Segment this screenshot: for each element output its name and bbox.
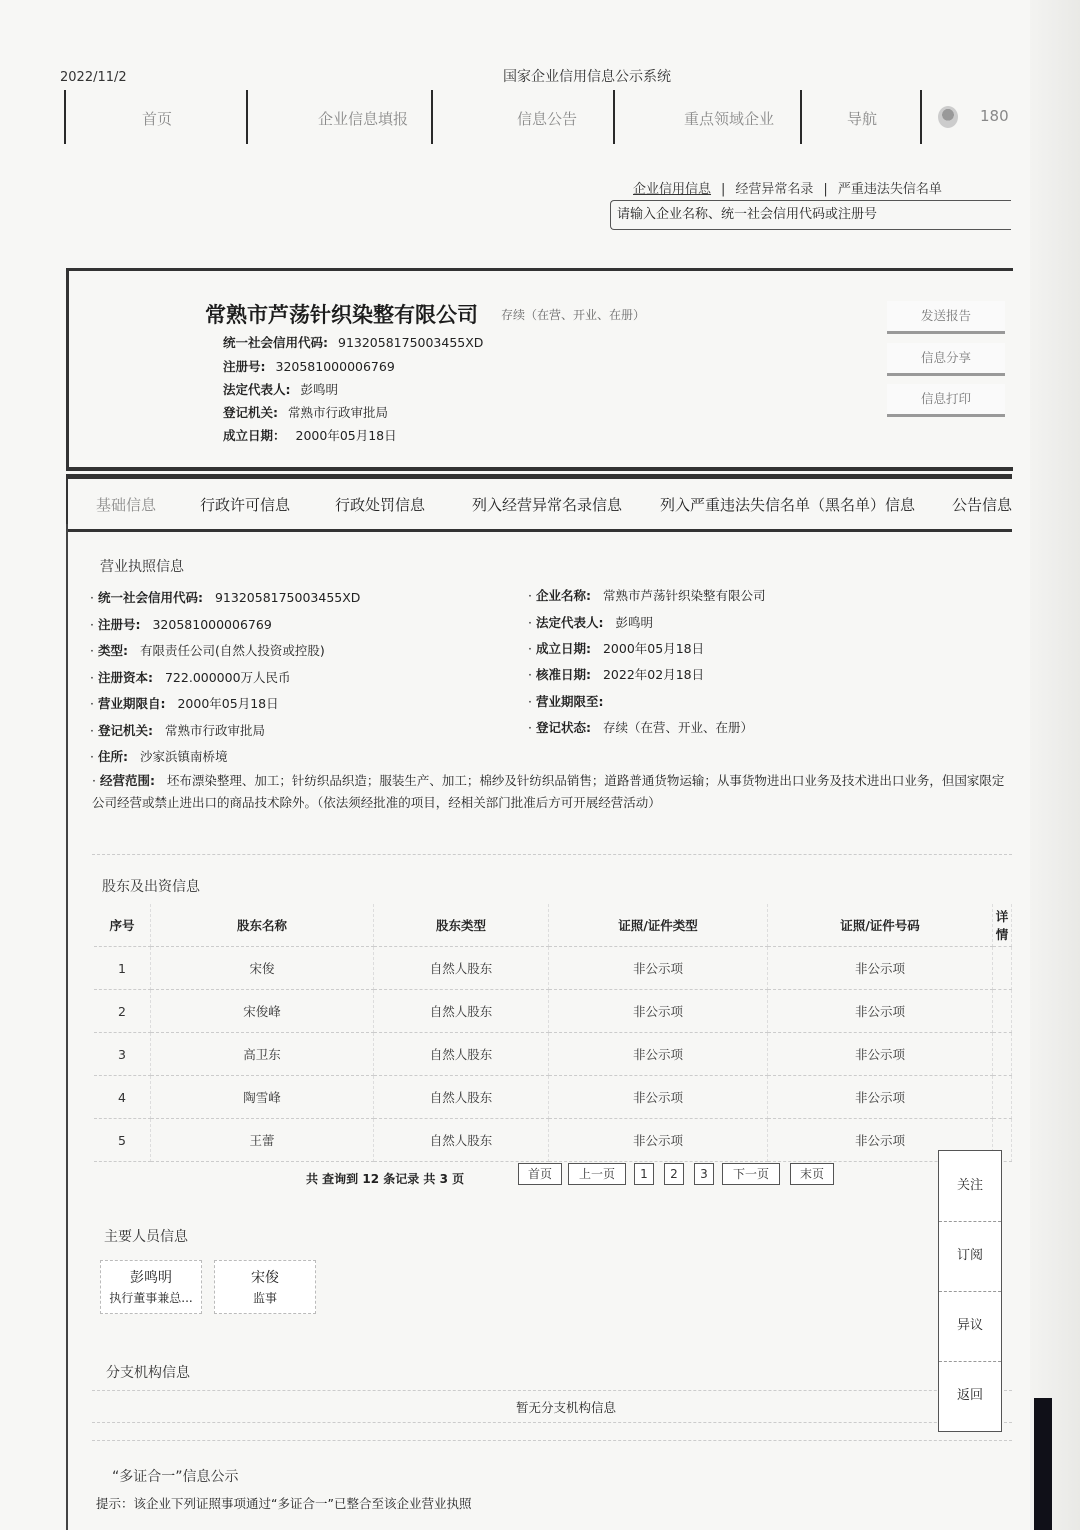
tab-abnormal-list[interactable]: 列入经营异常名录信息 xyxy=(472,496,623,514)
divider xyxy=(92,1390,1012,1391)
column-header: 股东类型 xyxy=(374,904,549,947)
cell-cert-number: 非公示项 xyxy=(768,1033,993,1076)
page-2-button[interactable]: 2 xyxy=(664,1163,684,1185)
link-blacklist[interactable]: 严重违法失信名单 xyxy=(837,182,942,197)
field-value: 320581000006769 xyxy=(152,617,272,632)
company-status: 存续（在营、开业、在册） xyxy=(501,308,646,322)
license-field xyxy=(90,747,228,765)
license-field xyxy=(528,718,753,736)
cell-type: 自然人股东 xyxy=(374,1119,549,1162)
link-credit-info[interactable]: 企业信用信息 xyxy=(633,182,712,197)
nav-key-sectors[interactable]: 重点领域企业 xyxy=(684,110,775,128)
company-name: 常熟市芦荡针织染整有限公司 xyxy=(205,303,478,327)
bullet: · xyxy=(528,615,532,630)
table-row xyxy=(94,1076,1012,1119)
field-value: 存续（在营、开业、在册） xyxy=(602,720,753,735)
license-field xyxy=(528,692,615,710)
divider xyxy=(92,1440,1012,1441)
user-number[interactable]: 180 xyxy=(980,107,1009,125)
bullet: · xyxy=(90,590,94,605)
page-last-button[interactable]: 末页 xyxy=(790,1163,834,1185)
field-value: 有限责任公司(自然人投资或控股) xyxy=(139,643,325,658)
nav-divider xyxy=(246,90,248,144)
floating-action-bar xyxy=(938,1150,1002,1432)
user-avatar-icon[interactable] xyxy=(938,106,958,128)
license-section-title: 营业执照信息 xyxy=(100,559,184,575)
link-abnormal-list[interactable]: 经营异常名录 xyxy=(735,182,814,197)
license-field xyxy=(90,694,279,712)
table-header-row xyxy=(94,904,1012,947)
field-value: 9132058175003455XD xyxy=(214,590,361,605)
tab-basic-info[interactable]: 基础信息 xyxy=(96,496,157,514)
field-value: 沙家浜镇南桥境 xyxy=(139,749,228,764)
field-label: 核准日期: xyxy=(535,667,591,682)
nav-home[interactable]: 首页 xyxy=(142,110,173,128)
scan-right-edge xyxy=(1030,0,1080,1530)
bullet: · xyxy=(90,723,94,738)
field-label: 注册资本: xyxy=(97,670,153,685)
person-name: 彭鸣明 xyxy=(130,1270,172,1286)
cell-details[interactable] xyxy=(993,1076,1012,1119)
header-founding-date xyxy=(223,426,397,444)
bullet: · xyxy=(528,667,532,682)
cell-index: 4 xyxy=(94,1076,151,1119)
cell-index: 1 xyxy=(94,947,151,990)
divider xyxy=(92,854,1012,855)
license-field xyxy=(90,641,325,659)
bullet: · xyxy=(528,720,532,735)
nav-divider xyxy=(920,90,922,144)
field-value: 320581000006769 xyxy=(275,359,395,374)
follow-button[interactable]: 关注 xyxy=(939,1151,1001,1222)
cell-name: 陶雪峰 xyxy=(151,1076,374,1119)
license-field xyxy=(528,613,653,631)
field-label: 营业期限至: xyxy=(535,694,604,709)
license-field xyxy=(90,668,291,686)
person-role: 监事 xyxy=(252,1291,277,1305)
person-card[interactable] xyxy=(100,1260,202,1314)
column-header: 证照/证件类型 xyxy=(549,904,768,947)
cell-type: 自然人股东 xyxy=(374,1033,549,1076)
header-credit-code xyxy=(223,333,483,351)
send-report-button[interactable]: 发送报告 xyxy=(887,301,1005,334)
nav-enterprise-report[interactable]: 企业信息填报 xyxy=(318,110,409,128)
field-label: 经营范围: xyxy=(99,773,155,788)
field-value: 2022年02月18日 xyxy=(602,667,705,682)
pagination xyxy=(68,1160,1012,1190)
cell-cert-type: 非公示项 xyxy=(549,990,768,1033)
scan-dark-edge xyxy=(1034,1398,1052,1530)
cell-name: 王蕾 xyxy=(151,1119,374,1162)
field-value: 9132058175003455XD xyxy=(338,335,484,350)
license-field xyxy=(90,615,272,633)
bullet: · xyxy=(90,643,94,658)
cell-type: 自然人股东 xyxy=(374,990,549,1033)
field-value: 常熟市行政审批局 xyxy=(164,723,265,738)
cell-cert-type: 非公示项 xyxy=(549,947,768,990)
cell-details[interactable] xyxy=(993,1033,1012,1076)
search-box xyxy=(610,200,1011,230)
field-label: 法定代表人: xyxy=(535,615,604,630)
column-header: 序号 xyxy=(94,904,151,947)
field-value: 722.000000万人民币 xyxy=(164,670,291,685)
cell-cert-number: 非公示项 xyxy=(768,1076,993,1119)
top-navigation xyxy=(62,90,1022,146)
bullet: · xyxy=(528,641,532,656)
field-label: 住所: xyxy=(97,749,128,764)
print-date: 2022/11/2 xyxy=(60,70,127,85)
field-label: 成立日期: xyxy=(535,641,591,656)
cell-cert-type: 非公示项 xyxy=(549,1076,768,1119)
field-label: 登记机关: xyxy=(223,405,278,420)
tab-admin-license[interactable]: 行政许可信息 xyxy=(200,496,291,514)
license-field xyxy=(528,639,704,657)
subscribe-button[interactable]: 订阅 xyxy=(939,1221,1001,1292)
system-title: 国家企业信用信息公示系统 xyxy=(503,69,671,85)
cell-name: 宋俊峰 xyxy=(151,990,374,1033)
table-row xyxy=(94,990,1012,1033)
tab-announcements[interactable]: 公告信息 xyxy=(952,496,1013,514)
field-value: 常熟市行政审批局 xyxy=(288,405,389,420)
person-name: 宋俊 xyxy=(251,1270,279,1286)
bullet: · xyxy=(90,749,94,764)
header-reg-authority xyxy=(223,403,388,421)
nav-announcements[interactable]: 信息公告 xyxy=(517,110,578,128)
license-field xyxy=(528,665,704,683)
table-row xyxy=(94,1119,1012,1162)
cell-cert-number: 非公示项 xyxy=(768,1119,993,1162)
cell-type: 自然人股东 xyxy=(374,1076,549,1119)
divider xyxy=(92,1422,1012,1423)
bullet: · xyxy=(528,588,532,603)
nav-divider xyxy=(613,90,615,144)
field-label: 成立日期： xyxy=(223,428,286,443)
field-label: 营业期限自: xyxy=(97,696,166,711)
column-header: 股东名称 xyxy=(151,904,374,947)
column-header: 证照/证件号码 xyxy=(768,904,993,947)
cell-name: 宋俊 xyxy=(151,947,374,990)
nav-divider xyxy=(64,90,66,144)
cell-cert-number: 非公示项 xyxy=(768,947,993,990)
page-3-button[interactable]: 3 xyxy=(694,1163,714,1185)
cell-cert-number: 非公示项 xyxy=(768,990,993,1033)
field-label: 类型: xyxy=(97,643,128,658)
header-reg-number xyxy=(223,357,395,375)
field-value: 坯布漂染整理、加工；针纺织品织造；服装生产、加工；棉纱及针纺织品销售；道路普通货物运输；从事货物进出口业务及技术进出口业务，但国家限定公司经营或禁止进出口的商品技术除外。（依法须经批准的项目，经相关部门批准后方可开展经营活动） xyxy=(92,773,1005,810)
search-input[interactable] xyxy=(611,201,1003,227)
main-content xyxy=(66,524,1012,1530)
column-header: 详情 xyxy=(993,904,1012,947)
branches-section-title: 分支机构信息 xyxy=(106,1365,190,1381)
person-role: 执行董事兼总... xyxy=(109,1291,193,1305)
field-value: 彭鸣明 xyxy=(615,615,653,630)
tab-blacklist[interactable]: 列入严重违法失信名单（黑名单）信息 xyxy=(660,496,916,514)
field-label: 注册号: xyxy=(97,617,141,632)
cell-name: 高卫东 xyxy=(151,1033,374,1076)
cell-details[interactable] xyxy=(993,947,1012,990)
page-next-button[interactable]: 下一页 xyxy=(722,1163,780,1185)
search-category-links xyxy=(633,178,942,197)
person-card[interactable] xyxy=(214,1260,316,1314)
pagination-summary: 共 查询到 12 条记录 共 3 页 xyxy=(306,1172,465,1186)
multi-cert-section-title: “多证合一”信息公示 xyxy=(112,1469,239,1485)
license-field xyxy=(90,721,265,739)
page-prev-button[interactable]: 上一页 xyxy=(568,1163,626,1185)
business-scope: · 经营范围: 坯布漂染整理、加工；针纺织品织造；服装生产、加工；棉纱及针纺织品销售；道路普通货物运输；从事货物进出口业务及技术进出口业务，但国家限定公司经营或禁止进出口的商品技术除外。（依法须经批准的项目，经相关部门批准后方可开展经营活动） xyxy=(92,773,1005,810)
field-label: 登记机关: xyxy=(97,723,153,738)
field-value: 2000年05月18日 xyxy=(602,641,705,656)
link-separator: | xyxy=(823,182,828,197)
field-label: 统一社会信用代码: xyxy=(223,335,328,350)
objection-button[interactable]: 异议 xyxy=(939,1291,1001,1362)
field-label: 统一社会信用代码: xyxy=(97,590,203,605)
tab-admin-penalty[interactable]: 行政处罚信息 xyxy=(335,496,426,514)
bullet: · xyxy=(90,696,94,711)
nav-divider xyxy=(431,90,433,144)
cell-type: 自然人股东 xyxy=(374,947,549,990)
field-label: 企业名称: xyxy=(535,588,591,603)
multi-cert-hint: 提示：该企业下列证照事项通过“多证合一”已整合至该企业营业执照 xyxy=(96,1496,472,1511)
license-field xyxy=(528,586,766,604)
branches-empty-message: 暂无分支机构信息 xyxy=(516,1400,617,1415)
field-value: 2000年05月18日 xyxy=(177,696,279,711)
cell-details[interactable] xyxy=(993,990,1012,1033)
cell-index: 3 xyxy=(94,1033,151,1076)
bullet: · xyxy=(528,694,532,709)
table-row xyxy=(94,1033,1012,1076)
cell-cert-type: 非公示项 xyxy=(549,1119,768,1162)
nav-navigation[interactable]: 导航 xyxy=(847,110,878,128)
bullet: · xyxy=(90,670,94,685)
table-row xyxy=(94,947,1012,990)
field-label: 注册号: xyxy=(223,359,266,374)
personnel-section-title: 主要人员信息 xyxy=(104,1229,188,1245)
field-label: 法定代表人: xyxy=(223,382,291,397)
share-info-button[interactable]: 信息分享 xyxy=(887,343,1005,376)
nav-divider xyxy=(800,90,802,144)
field-value: 常熟市芦荡针织染整有限公司 xyxy=(602,588,766,603)
page-1-button[interactable]: 1 xyxy=(634,1163,654,1185)
company-header-card xyxy=(66,268,1013,471)
license-field xyxy=(90,588,360,606)
cell-index: 5 xyxy=(94,1119,151,1162)
shareholders-section-title: 股东及出资信息 xyxy=(102,879,200,895)
header-legal-rep xyxy=(223,380,338,398)
bullet: · xyxy=(90,617,94,632)
back-button[interactable]: 返回 xyxy=(956,1388,983,1403)
field-label: 登记状态: xyxy=(535,720,591,735)
field-value: 彭鸣明 xyxy=(300,382,339,397)
link-separator: | xyxy=(721,182,726,197)
field-value: 2000年05月18日 xyxy=(295,428,397,443)
print-info-button[interactable]: 信息打印 xyxy=(887,384,1005,417)
cell-cert-type: 非公示项 xyxy=(549,1033,768,1076)
shareholders-table xyxy=(94,904,1012,1162)
cell-index: 2 xyxy=(94,990,151,1033)
page-first-button[interactable]: 首页 xyxy=(518,1163,562,1185)
